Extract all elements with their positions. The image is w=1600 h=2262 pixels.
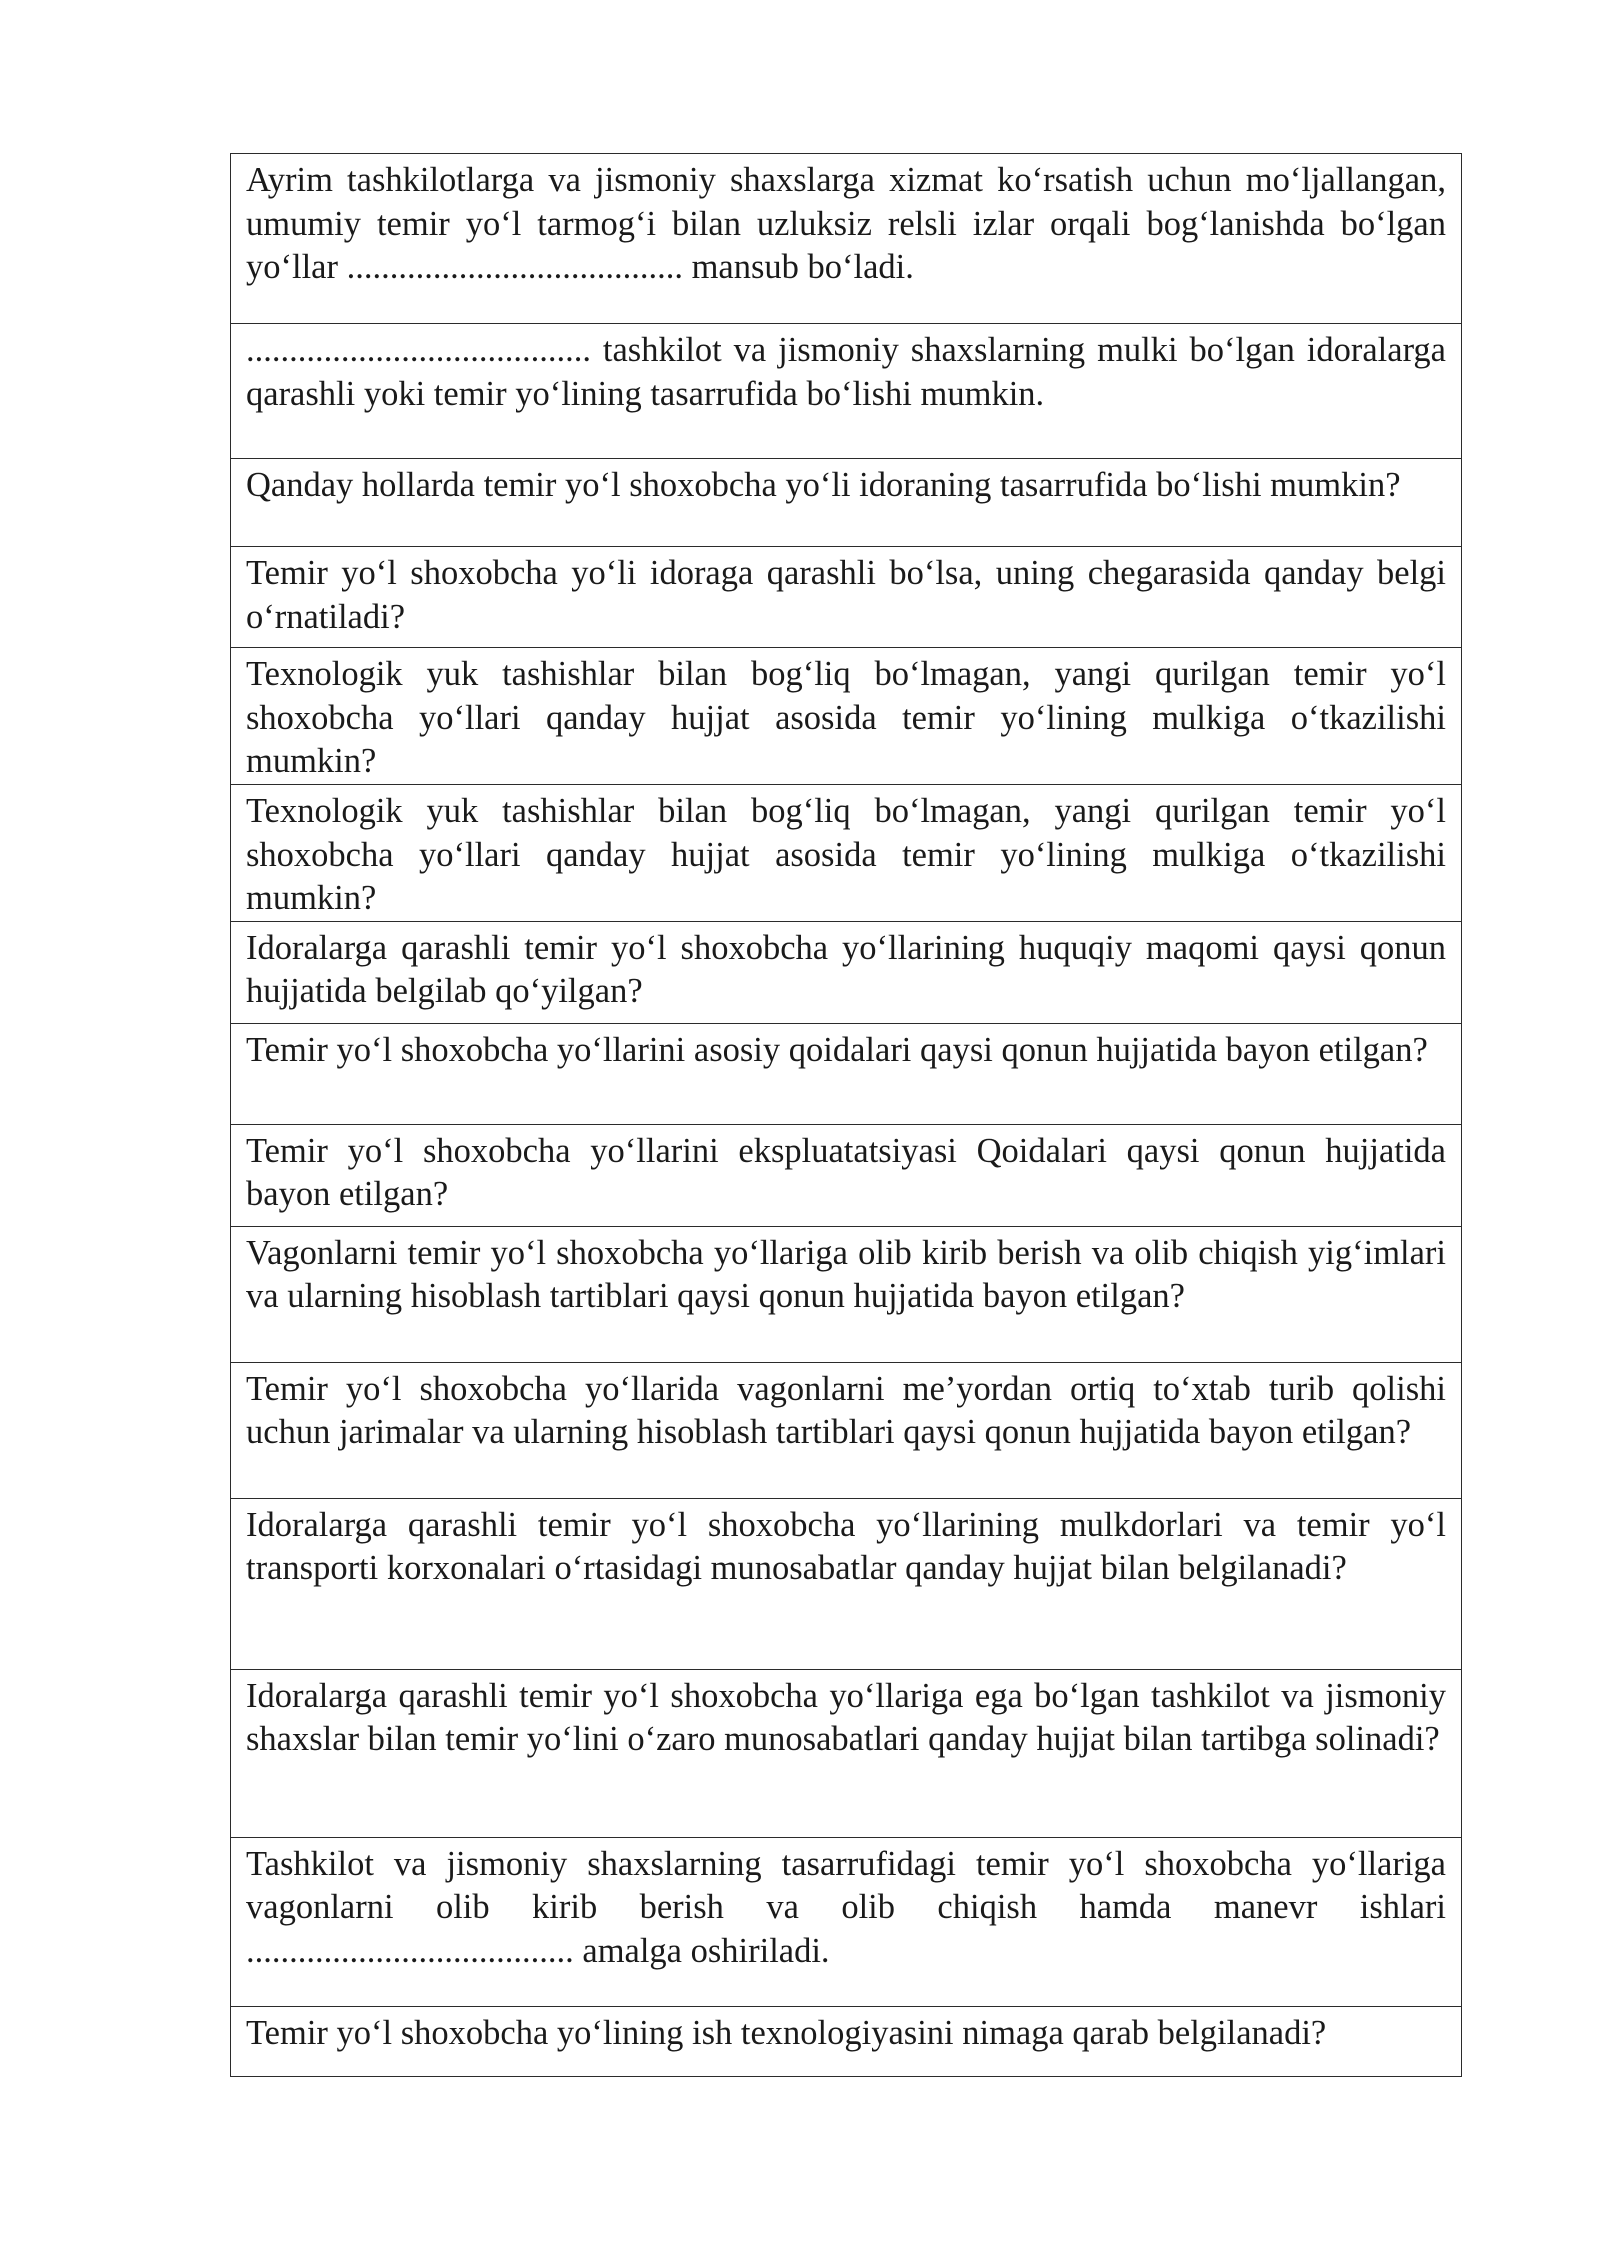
question-cell: Texnologik yuk tashishlar bilan bog‘liq bo‘lmagan, yangi qurilgan temir yo‘l shoxobcha yo‘llari qanday hujjat asosida temir yo‘lining mulkiga o‘tkazilishi mumkin? bbox=[231, 648, 1462, 785]
table-row bbox=[231, 1023, 1462, 1124]
question-cell: Ayrim tashkilotlarga va jismoniy shaxslarga xizmat ko‘rsatish uchun mo‘ljallangan, umumiy temir yo‘l tarmog‘i bilan uzluksiz relsli izlar orqali bog‘lanishda bo‘lgan yo‘llar ....................................... mansub bo‘ladi. bbox=[231, 154, 1462, 324]
table-row bbox=[231, 785, 1462, 922]
question-cell: Qanday hollarda temir yo‘l shoxobcha yo‘li idoraning tasarrufida bo‘lishi mumkin? bbox=[231, 459, 1462, 547]
table-row bbox=[231, 648, 1462, 785]
question-cell: Temir yo‘l shoxobcha yo‘llarini ekspluatatsiyasi Qoidalari qaysi qonun hujjatida bayon etilgan? bbox=[231, 1124, 1462, 1226]
question-cell: Idoralarga qarashli temir yo‘l shoxobcha yo‘llarining mulkdorlari va temir yo‘l transporti korxonalari o‘rtasidagi munosabatlar qanday hujjat bilan belgilanadi? bbox=[231, 1498, 1462, 1669]
table-row bbox=[231, 2006, 1462, 2076]
table-row bbox=[231, 1837, 1462, 2006]
question-cell: Temir yo‘l shoxobcha yo‘li idoraga qarashli bo‘lsa, uning chegarasida qanday belgi o‘rnatiladi? bbox=[231, 547, 1462, 648]
table-row bbox=[231, 1669, 1462, 1837]
question-cell: Texnologik yuk tashishlar bilan bog‘liq bo‘lmagan, yangi qurilgan temir yo‘l shoxobcha yo‘llari qanday hujjat asosida temir yo‘lining mulkiga o‘tkazilishi mumkin? bbox=[231, 785, 1462, 922]
question-cell: Idoralarga qarashli temir yo‘l shoxobcha yo‘llariga ega bo‘lgan tashkilot va jismoniy shaxslar bilan temir yo‘lini o‘zaro munosabatlari qanday hujjat bilan tartibga solinadi? bbox=[231, 1669, 1462, 1837]
table-row bbox=[231, 324, 1462, 459]
table-row bbox=[231, 1124, 1462, 1226]
table-row bbox=[231, 547, 1462, 648]
questions-table bbox=[230, 153, 1462, 2077]
question-cell: Temir yo‘l shoxobcha yo‘llarini asosiy qoidalari qaysi qonun hujjatida bayon etilgan? bbox=[231, 1023, 1462, 1124]
question-cell: Tashkilot va jismoniy shaxslarning tasarrufidagi temir yo‘l shoxobcha yo‘llariga vagonlarni olib kirib berish va olib chiqish hamda manevr ishlari ...................................... amalga oshiriladi. bbox=[231, 1837, 1462, 2006]
table-row bbox=[231, 459, 1462, 547]
table-row bbox=[231, 1498, 1462, 1669]
table-row bbox=[231, 1362, 1462, 1498]
question-cell: Temir yo‘l shoxobcha yo‘llarida vagonlarni me’yordan ortiq to‘xtab turib qolishi uchun jarimalar va ularning hisoblash tartiblari qaysi qonun hujjatida bayon etilgan? bbox=[231, 1362, 1462, 1498]
question-cell: Vagonlarni temir yo‘l shoxobcha yo‘llariga olib kirib berish va olib chiqish yig‘imlari va ularning hisoblash tartiblari qaysi qonun hujjatida bayon etilgan? bbox=[231, 1226, 1462, 1362]
question-cell: ........................................ tashkilot va jismoniy shaxslarning mulki bo‘lgan idoralarga qarashli yoki temir yo‘lining tasarrufida bo‘lishi mumkin. bbox=[231, 324, 1462, 459]
question-cell: Idoralarga qarashli temir yo‘l shoxobcha yo‘llarining huquqiy maqomi qaysi qonun hujjatida belgilab qo‘yilgan? bbox=[231, 921, 1462, 1023]
table-row bbox=[231, 1226, 1462, 1362]
table-row bbox=[231, 921, 1462, 1023]
question-cell: Temir yo‘l shoxobcha yo‘lining ish texnologiyasini nimaga qarab belgilanadi? bbox=[231, 2006, 1462, 2076]
table-row bbox=[231, 154, 1462, 324]
